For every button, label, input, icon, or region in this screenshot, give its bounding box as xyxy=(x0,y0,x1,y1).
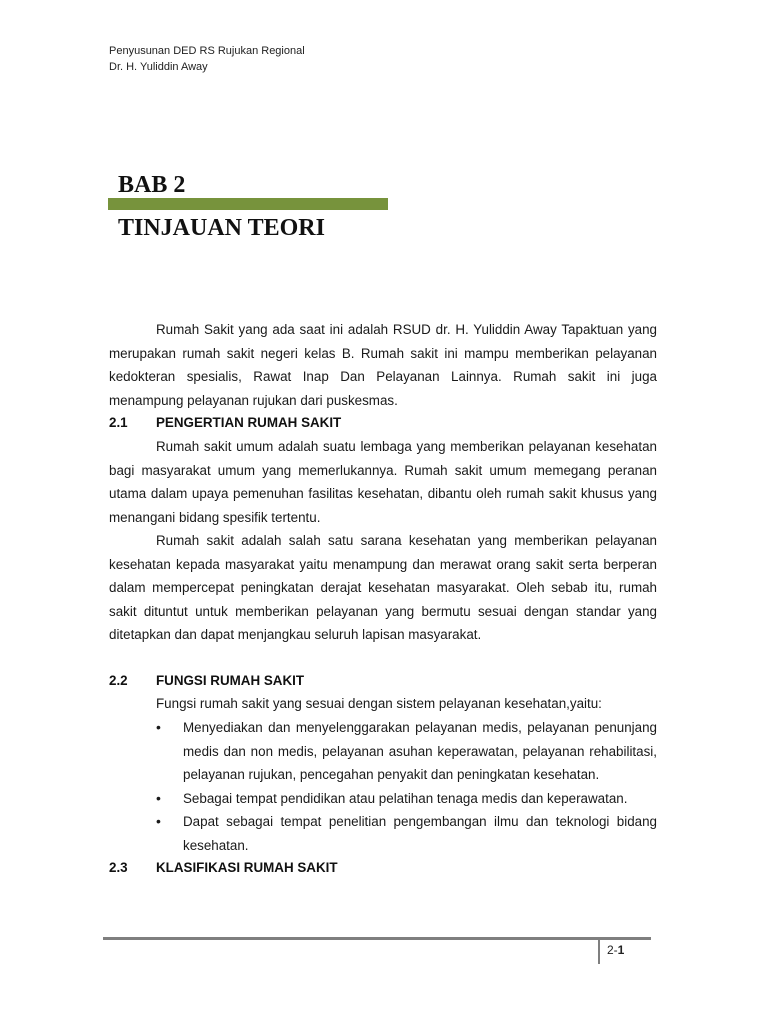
list-item-text: Dapat sebagai tempat penelitian pengembangan ilmu dan teknologi bidang kesehatan. xyxy=(183,814,657,853)
page-number xyxy=(607,941,624,959)
footer-divider xyxy=(598,940,600,964)
intro-paragraph: Rumah Sakit yang ada saat ini adalah RSUD dr. H. Yuliddin Away Tapaktuan yang merupakan rumah sakit negeri kelas B. Rumah sakit ini mampu memberikan pelayanan kedokteran spesialis, Rawat Inap Dan Pelayanan Lainnya. Rumah sakit ini juga menampung pelayanan rujukan dari puskesmas. xyxy=(109,322,657,408)
section-2-1-paragraph-2: Rumah sakit adalah salah satu sarana kesehatan yang memberikan pelayanan kesehatan kepada masyarakat yaitu menampung dan merawat orang sakit serta berperan dalam mempercepat peningkatan derajat kesehatan masyarakat. Oleh sebab itu, rumah sakit dituntut untuk memberikan pelayanan yang bermutu sesuai dengan standar yang ditetapkan dan dapat menjangkau seluruh lapisan masyarakat. xyxy=(109,533,657,642)
footer-rule xyxy=(103,937,651,940)
section-number: 2.1 xyxy=(109,415,128,430)
section-2-3-heading xyxy=(109,857,338,879)
header-line-2: Dr. H. Yuliddin Away xyxy=(109,61,208,73)
section-title: PENGERTIAN RUMAH SAKIT xyxy=(156,415,342,430)
section-number: 2.2 xyxy=(109,673,128,688)
header-line-1: Penyusunan DED RS Rujukan Regional xyxy=(109,45,305,57)
section-2-2-lead: Fungsi rumah sakit yang sesuai dengan sistem pelayanan kesehatan,yaitu: xyxy=(156,696,602,711)
list-item xyxy=(156,716,657,787)
chapter-number: BAB 2 xyxy=(118,172,186,198)
section-2-1-heading xyxy=(109,412,341,434)
bullet-icon: • xyxy=(156,813,161,829)
section-2-1-paragraph-1: Rumah sakit umum adalah suatu lembaga yang memberikan pelayanan kesehatan bagi masyarakat umum yang memerlukannya. Rumah sakit umum memegang peranan utama dalam upaya pemenuhan fasilitas kesehatan, dibantu oleh rumah sakit khusus yang menangani bidang spesifik tertentu. xyxy=(109,439,657,525)
list-item-text: Menyediakan dan menyelenggarakan pelayanan medis, pelayanan penunjang medis dan non medis, pelayanan asuhan keperawatan, pelayanan rehabilitasi, pelayanan rujukan, pencegahan penyakit dan peningkatan kesehatan. xyxy=(183,720,657,782)
section-number: 2.3 xyxy=(109,860,128,875)
chapter-title: TINJAUAN TEORI xyxy=(118,215,325,241)
list-item-text: Sebagai tempat pendidikan atau pelatihan tenaga medis dan keperawatan. xyxy=(183,791,628,806)
section-title: FUNGSI RUMAH SAKIT xyxy=(156,673,305,688)
list-item xyxy=(156,787,657,811)
chapter-accent-bar xyxy=(108,198,388,210)
section-title: KLASIFIKASI RUMAH SAKIT xyxy=(156,860,338,875)
running-header xyxy=(109,43,305,75)
page-number-value: 1 xyxy=(617,943,625,957)
bullet-icon: • xyxy=(156,790,161,806)
list-item xyxy=(156,810,657,857)
bullet-icon: • xyxy=(156,719,161,735)
section-2-2-heading xyxy=(109,670,304,692)
page-prefix: 2- xyxy=(607,943,618,957)
